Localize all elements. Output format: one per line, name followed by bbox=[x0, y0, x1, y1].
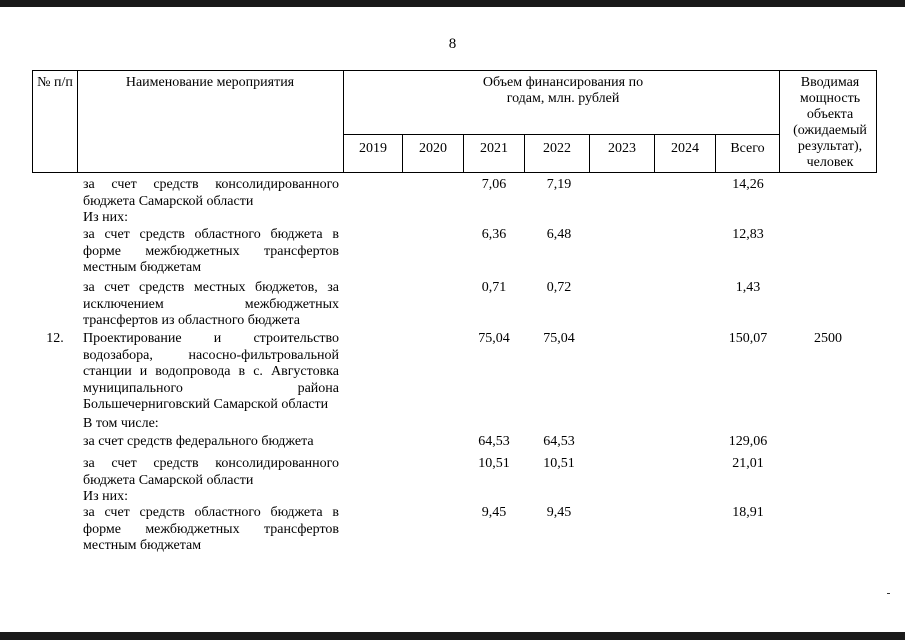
row-value-total: 129,06 bbox=[728, 434, 768, 449]
row-name: за счет средств областного бюджета в форме межбюджетных трансфертов местным бюджетам bbox=[83, 505, 339, 553]
row-capacity: 2500 bbox=[814, 331, 842, 346]
page-number: 8 bbox=[448, 36, 457, 52]
column-divider bbox=[779, 71, 780, 172]
row-value-2022: 64,53 bbox=[543, 434, 575, 449]
row-value-2021: 6,36 bbox=[481, 227, 507, 242]
row-value-2022: 9,45 bbox=[546, 505, 572, 520]
row-number: 12. bbox=[46, 331, 64, 346]
year-2021: 2021 bbox=[480, 141, 508, 156]
year-2019: 2019 bbox=[359, 141, 387, 156]
year-2024: 2024 bbox=[671, 141, 699, 156]
funding-subheader-divider bbox=[343, 134, 779, 135]
scan-speck bbox=[887, 593, 890, 594]
header-capacity: Вводимая мощность объекта (ожидаемый результат), человек bbox=[793, 75, 867, 170]
scan-border-bottom bbox=[0, 632, 905, 640]
row-value-2021: 10,51 bbox=[478, 456, 510, 471]
year-2020: 2020 bbox=[419, 141, 447, 156]
row-value-2021: 7,06 bbox=[481, 177, 507, 192]
row-name: за счет средств областного бюджета в форме межбюджетных трансфертов местным бюджетам bbox=[83, 227, 339, 275]
row-name: за счет средств местных бюджетов, за исключением межбюджетных трансфертов из областного бюджета bbox=[83, 280, 339, 328]
row-value-2022: 7,19 bbox=[546, 177, 572, 192]
row-name: Из них: bbox=[83, 489, 129, 504]
row-value-2022: 0,72 bbox=[546, 280, 572, 295]
row-value-2022: 75,04 bbox=[543, 331, 575, 346]
row-name: Из них: bbox=[83, 210, 129, 225]
header-funding: Объем финансирования по годам, млн. рублей bbox=[482, 75, 644, 106]
year-total: Всего bbox=[730, 141, 765, 156]
row-name: за счет средств федерального бюджета bbox=[83, 434, 314, 449]
row-value-2021: 9,45 bbox=[481, 505, 507, 520]
row-value-total: 12,83 bbox=[732, 227, 764, 242]
row-value-2021: 75,04 bbox=[478, 331, 510, 346]
row-value-2022: 6,48 bbox=[546, 227, 572, 242]
row-name: за счет средств консолидированного бюджета Самарской области bbox=[83, 456, 339, 488]
row-value-total: 14,26 bbox=[732, 177, 764, 192]
header-name: Наименование мероприятия bbox=[125, 75, 295, 90]
row-value-2022: 10,51 bbox=[543, 456, 575, 471]
row-value-total: 1,43 bbox=[735, 280, 761, 295]
row-name: за счет средств консолидированного бюджета Самарской области bbox=[83, 177, 339, 209]
table-header bbox=[32, 70, 877, 173]
row-value-2021: 0,71 bbox=[481, 280, 507, 295]
row-value-2021: 64,53 bbox=[478, 434, 510, 449]
year-2023: 2023 bbox=[608, 141, 636, 156]
row-value-total: 150,07 bbox=[728, 331, 768, 346]
header-number: № п/п bbox=[37, 75, 73, 90]
row-name: Проектирование и строительство водозабора, насосно-фильтровальной станции и водопровода в с. Августовка муниципального района Большечерниговский Самарской области bbox=[83, 331, 339, 412]
scan-border-top bbox=[0, 0, 905, 7]
year-2022: 2022 bbox=[543, 141, 571, 156]
row-value-total: 18,91 bbox=[732, 505, 764, 520]
row-value-total: 21,01 bbox=[732, 456, 764, 471]
row-name: В том числе: bbox=[83, 416, 159, 431]
column-divider bbox=[77, 71, 78, 172]
